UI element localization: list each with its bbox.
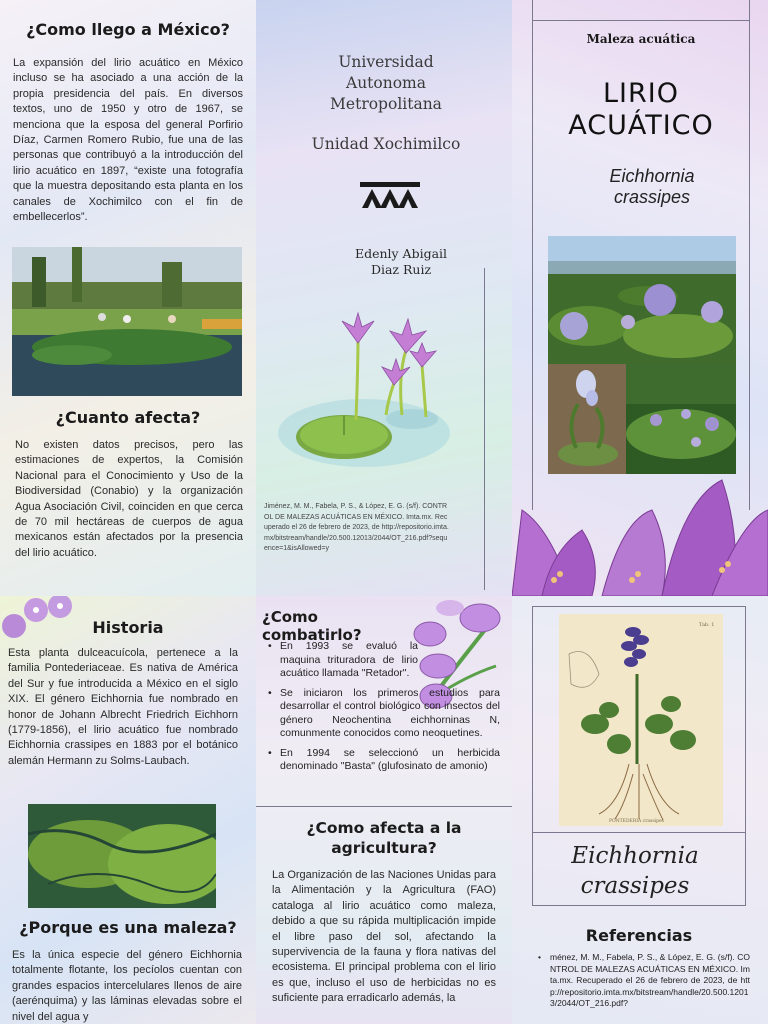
cover-header: Maleza acuática: [586, 32, 696, 46]
photo-lirio-field: [626, 364, 736, 474]
panel-front-cover: [512, 0, 768, 596]
section-divider: [256, 806, 512, 807]
combatir-item-2: • Se iniciaron los primeros estudios para desarrollar el control biológico con insectos del género Neochentina eichhorninas N, comunmente conocidos como neoquetines.: [268, 687, 500, 741]
heading-afecta-agricultura: ¿Como afecta a la agricultura?: [306, 819, 462, 857]
plate-number: Tab. 1: [699, 622, 715, 628]
combatir-item-3: • En 1994 se seleccionó un herbicida denominado "Basta" (glufosinato de amonio): [268, 747, 500, 774]
heading-historia: Historia: [92, 618, 164, 637]
panel-referencias: [512, 596, 768, 1024]
heading-cuanto-afecta: ¿Cuanto afecta?: [55, 408, 201, 427]
photo-single-flower: [548, 364, 626, 474]
cover-title: [532, 78, 750, 142]
university-name: Universidad Autonoma Metropolitana: [330, 53, 442, 113]
text-porque-maleza: Es la única especie del género Eichhornia totalmente flotante, los pecíolos cuentan con grandes espacios intercelulares llenos de aire (aerénquima) y las láminas elevadas sobre el nivel del agua y: [12, 949, 242, 1023]
references-list: [538, 952, 750, 1016]
panel-historia: [0, 596, 256, 1024]
heading-como-combatir: ¿Como combatirlo?: [262, 608, 362, 644]
caption-divider: [532, 832, 746, 833]
panel-intro: [0, 0, 256, 596]
lotus-flower-icon: [512, 470, 768, 596]
text-cuanto-afecta: No existen datos precisos, pero las estimaciones de expertos, la Comisión Nacional para el Conocimiento y Uso de la Biodiversidad (Conabio) y la organización Agua Asociación Civil, coinciden en que cerca de 70 mil hectáreas de cuerpos de agua mexicanos están afectados por la presencia del lirio acuático.: [15, 439, 243, 559]
text-historia: Esta planta dulceacuícola, pertenece a la familia Pontederiaceae. Es nativa de América del Sur y fue introducida a México en el siglo XIX. El género Eichhornia fue nombrado en honor de Johann Albrecht Friedrich Eichhorn (1779-1856), el lirio acuático fue nombrado Eichhornia crassipes en 1883 por el botánico alemán Hermann zu Solms-Laubach.: [8, 647, 238, 767]
cover-title-line2: ACUÁTICO: [568, 110, 714, 141]
citation-text: Jiménez, M. M., Fabela, P. S., & López, E. G. (s/f). CONTROL DE MALEZAS ACUÁTICAS EN MÉXICO. Imta.mx. Recuperado el 26 de febrero de 2023, de http://repositorio.imta.mx/bitstream/handle/20.500.12013/2044/OT_216.pdf?sequence=1&isAllowed=y: [264, 503, 449, 552]
photo-aerial-lirio: [28, 804, 216, 908]
text-afecta-agricultura: La Organización de las Naciones Unidas para la Alimentación y la Agricultura (FAO) cataloga al lirio acuático como maleza, debido a que su rápida multiplicación impide el libre paso del sol, afectando la supervivencia de la fauna y flora nativas del ecosistema. El principal problema con el lirio es que, incluso el uso de herbicidas no es suficiente para erradicarlo además, la: [272, 869, 496, 1005]
heading-como-llego: ¿Como llego a México?: [26, 20, 230, 39]
divider-line: [484, 268, 485, 590]
unit-name: Unidad Xochimilco: [311, 135, 461, 153]
uam-logo-icon: [360, 182, 420, 208]
reference-item-1: • ménez, M. M., Fabela, P. S., & López, E. G. (s/f). CONTROL DE MALEZAS ACUÁTICAS EN MÉXICO. Imta.mx. Recuperado el 26 de febrero de 2023, de http://repositorio.imta.mx/bitstream/handle/20.500.12013/2044/OT_216.pdf?: [538, 952, 750, 1010]
combatir-item-1: • En 1993 se evaluó la maquina trituradora de lirio acuático llamada "Retador".: [268, 640, 500, 681]
cover-border-left: [532, 0, 533, 510]
combatir-list: [268, 640, 500, 780]
plate-caption: PONTEDERIA crassipes: [609, 819, 664, 824]
cover-border-top: [532, 20, 750, 21]
photo-xochimilco-canal: [12, 247, 242, 396]
heading-porque-maleza: ¿Porque es una maleza?: [19, 918, 237, 937]
cover-border-right: [749, 0, 750, 510]
text-como-llego: La expansión del lirio acuático en México incluso se ha asociado a una acción de la propia presidencia del país. En diversos textos, uno de 1950 y otro de 1967, se menciona que la esposa del general Porfirio Díaz, Carmen Romero Rubio, fue una de las personas que contribuyó a la introducción del lirio acuático en 1897, “existe una fotografía que la muestra depositando esta planta en los canales de Xochimilco con el fin de embellecerlos”.: [13, 57, 243, 224]
panel-cover-back: [256, 0, 512, 596]
heading-referencias: Referencias: [585, 926, 693, 945]
cover-title-line1: LIRIO: [603, 78, 679, 109]
cover-subtitle: Eichhornia crassipes: [609, 166, 695, 207]
plate-species-caption: Eichhornia crassipes: [571, 843, 699, 899]
photo-lirio-flowers: [548, 236, 736, 364]
botanical-plate: [559, 614, 723, 826]
author-name: Edenly Abigail Diaz Ruiz: [354, 246, 448, 277]
water-lily-illustration: [274, 305, 454, 475]
panel-combatir: [256, 596, 512, 1024]
